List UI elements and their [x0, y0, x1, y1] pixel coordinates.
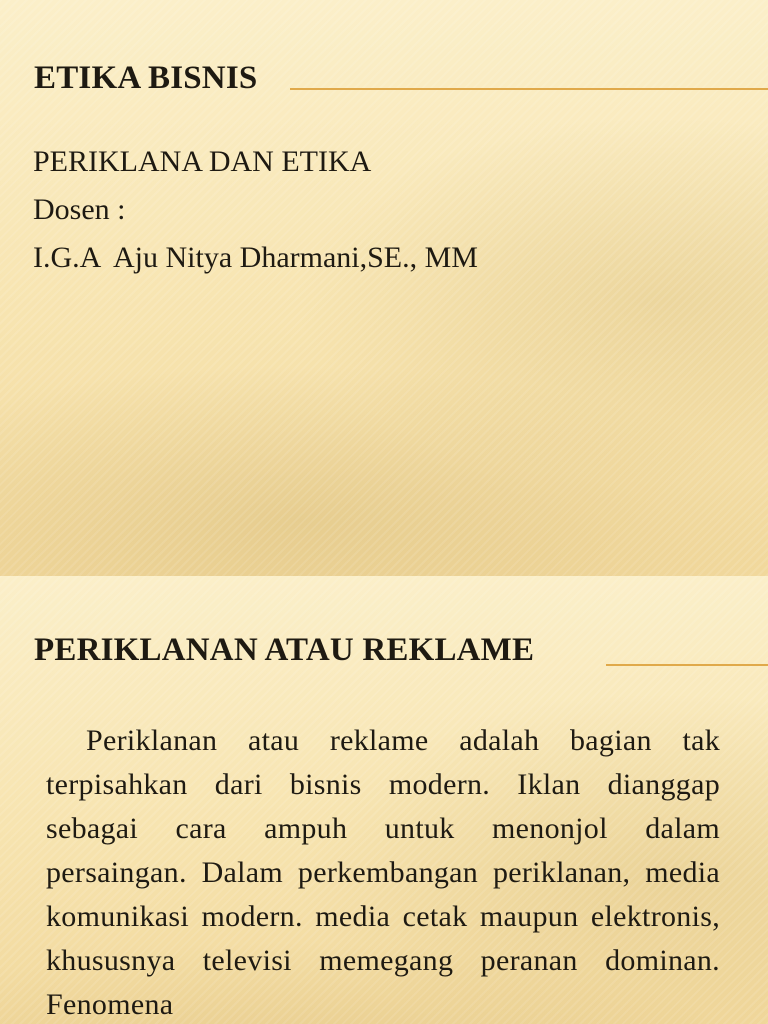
slide-2: [0, 576, 768, 1024]
slide-1-title-underline: [290, 88, 768, 90]
slide-1-body: [33, 138, 478, 282]
slide-2-title-underline: [606, 664, 768, 666]
slide-1-title: ETIKA BISNIS: [34, 60, 258, 96]
slide-2-title-wrap: [34, 634, 768, 667]
slide-2-paragraph: Periklanan atau reklame adalah bagian tak terpisahkan dari bisnis modern. Iklan dianggap sebagai cara ampuh untuk menonjol dalam persaingan. Dalam perkembangan periklanan, media komunikasi modern. media cetak maupun elektronis, khususnya televisi memegang peranan dominan. Fenomena: [46, 724, 720, 1021]
slide-1-title-wrap: [34, 62, 768, 95]
lecturer-label: Dosen :: [33, 193, 126, 226]
lecturer-name: I.G.A Aju Nitya Dharmani,SE., MM: [33, 241, 478, 274]
slide-2-title: PERIKLANAN ATAU REKLAME: [34, 632, 535, 668]
course-topic: PERIKLANA DAN ETIKA: [33, 145, 372, 178]
